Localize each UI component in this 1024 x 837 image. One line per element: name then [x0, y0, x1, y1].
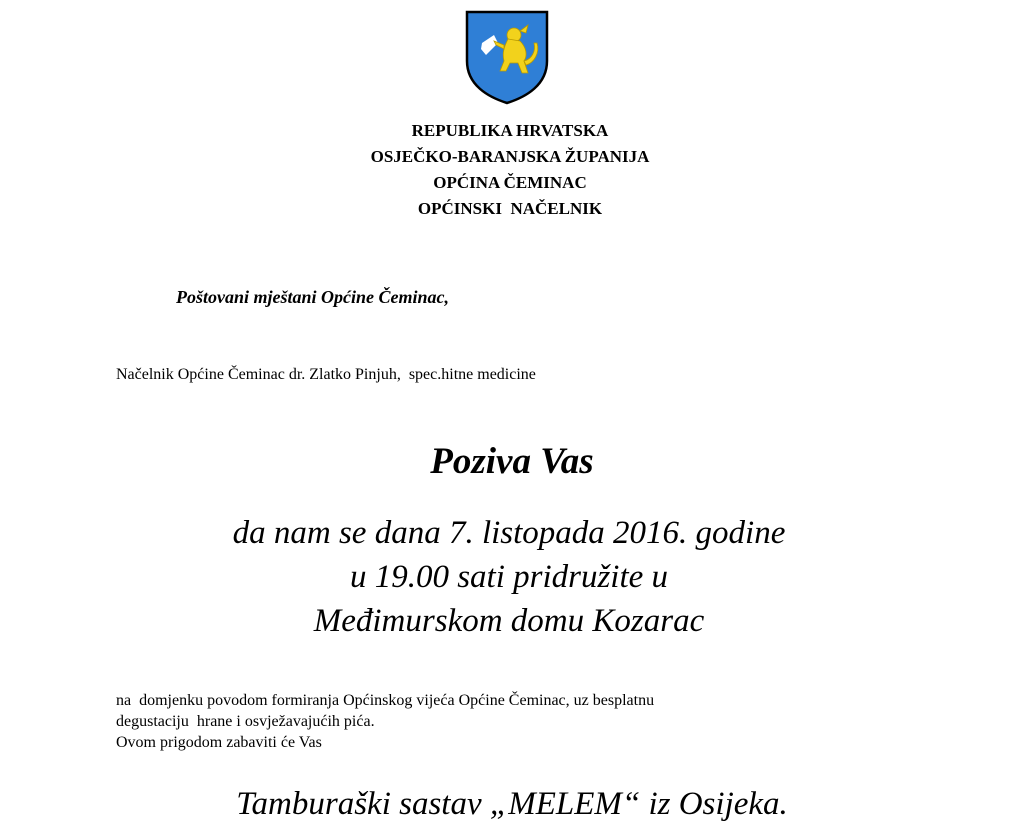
- invitation-line-time: u 19.00 sati pridružite u: [349, 559, 669, 595]
- performer-announcement: Tamburaški sastav „MELEM“ iz Osijeka.: [236, 786, 788, 822]
- invitation-line-date: da nam se dana 7. listopada 2016. godine: [232, 515, 786, 551]
- header-line-mayor: OPĆINSKI NAČELNIK: [417, 199, 603, 218]
- details-line-2: degustaciju hrane i osvježavajućih pića.: [116, 713, 375, 730]
- header-line-county: OSJEČKO-BARANJSKA ŽUPANIJA: [370, 147, 650, 166]
- details-line-1: na domjenku povodom formiranja Općinskog vijeća Općine Čeminac, uz besplatnu: [116, 692, 655, 709]
- header-line-municipality: OPĆINA ČEMINAC: [433, 173, 587, 192]
- details-line-3: Ovom prigodom zabaviti će Vas: [116, 734, 322, 751]
- invitation-body: [0, 511, 1018, 643]
- event-details: [116, 690, 654, 753]
- document-header: [300, 118, 720, 222]
- intro-text: Načelnik Općine Čeminac dr. Zlatko Pinjuh, spec.hitne medicine: [116, 366, 536, 383]
- invitation-line-venue: Međimurskom domu Kozarac: [313, 603, 705, 639]
- coat-of-arms-icon: [464, 9, 550, 105]
- header-line-republic: REPUBLIKA HRVATSKA: [411, 121, 609, 140]
- invitation-title: Poziva Vas: [430, 441, 594, 482]
- salutation: Poštovani mještani Općine Čeminac,: [176, 287, 449, 307]
